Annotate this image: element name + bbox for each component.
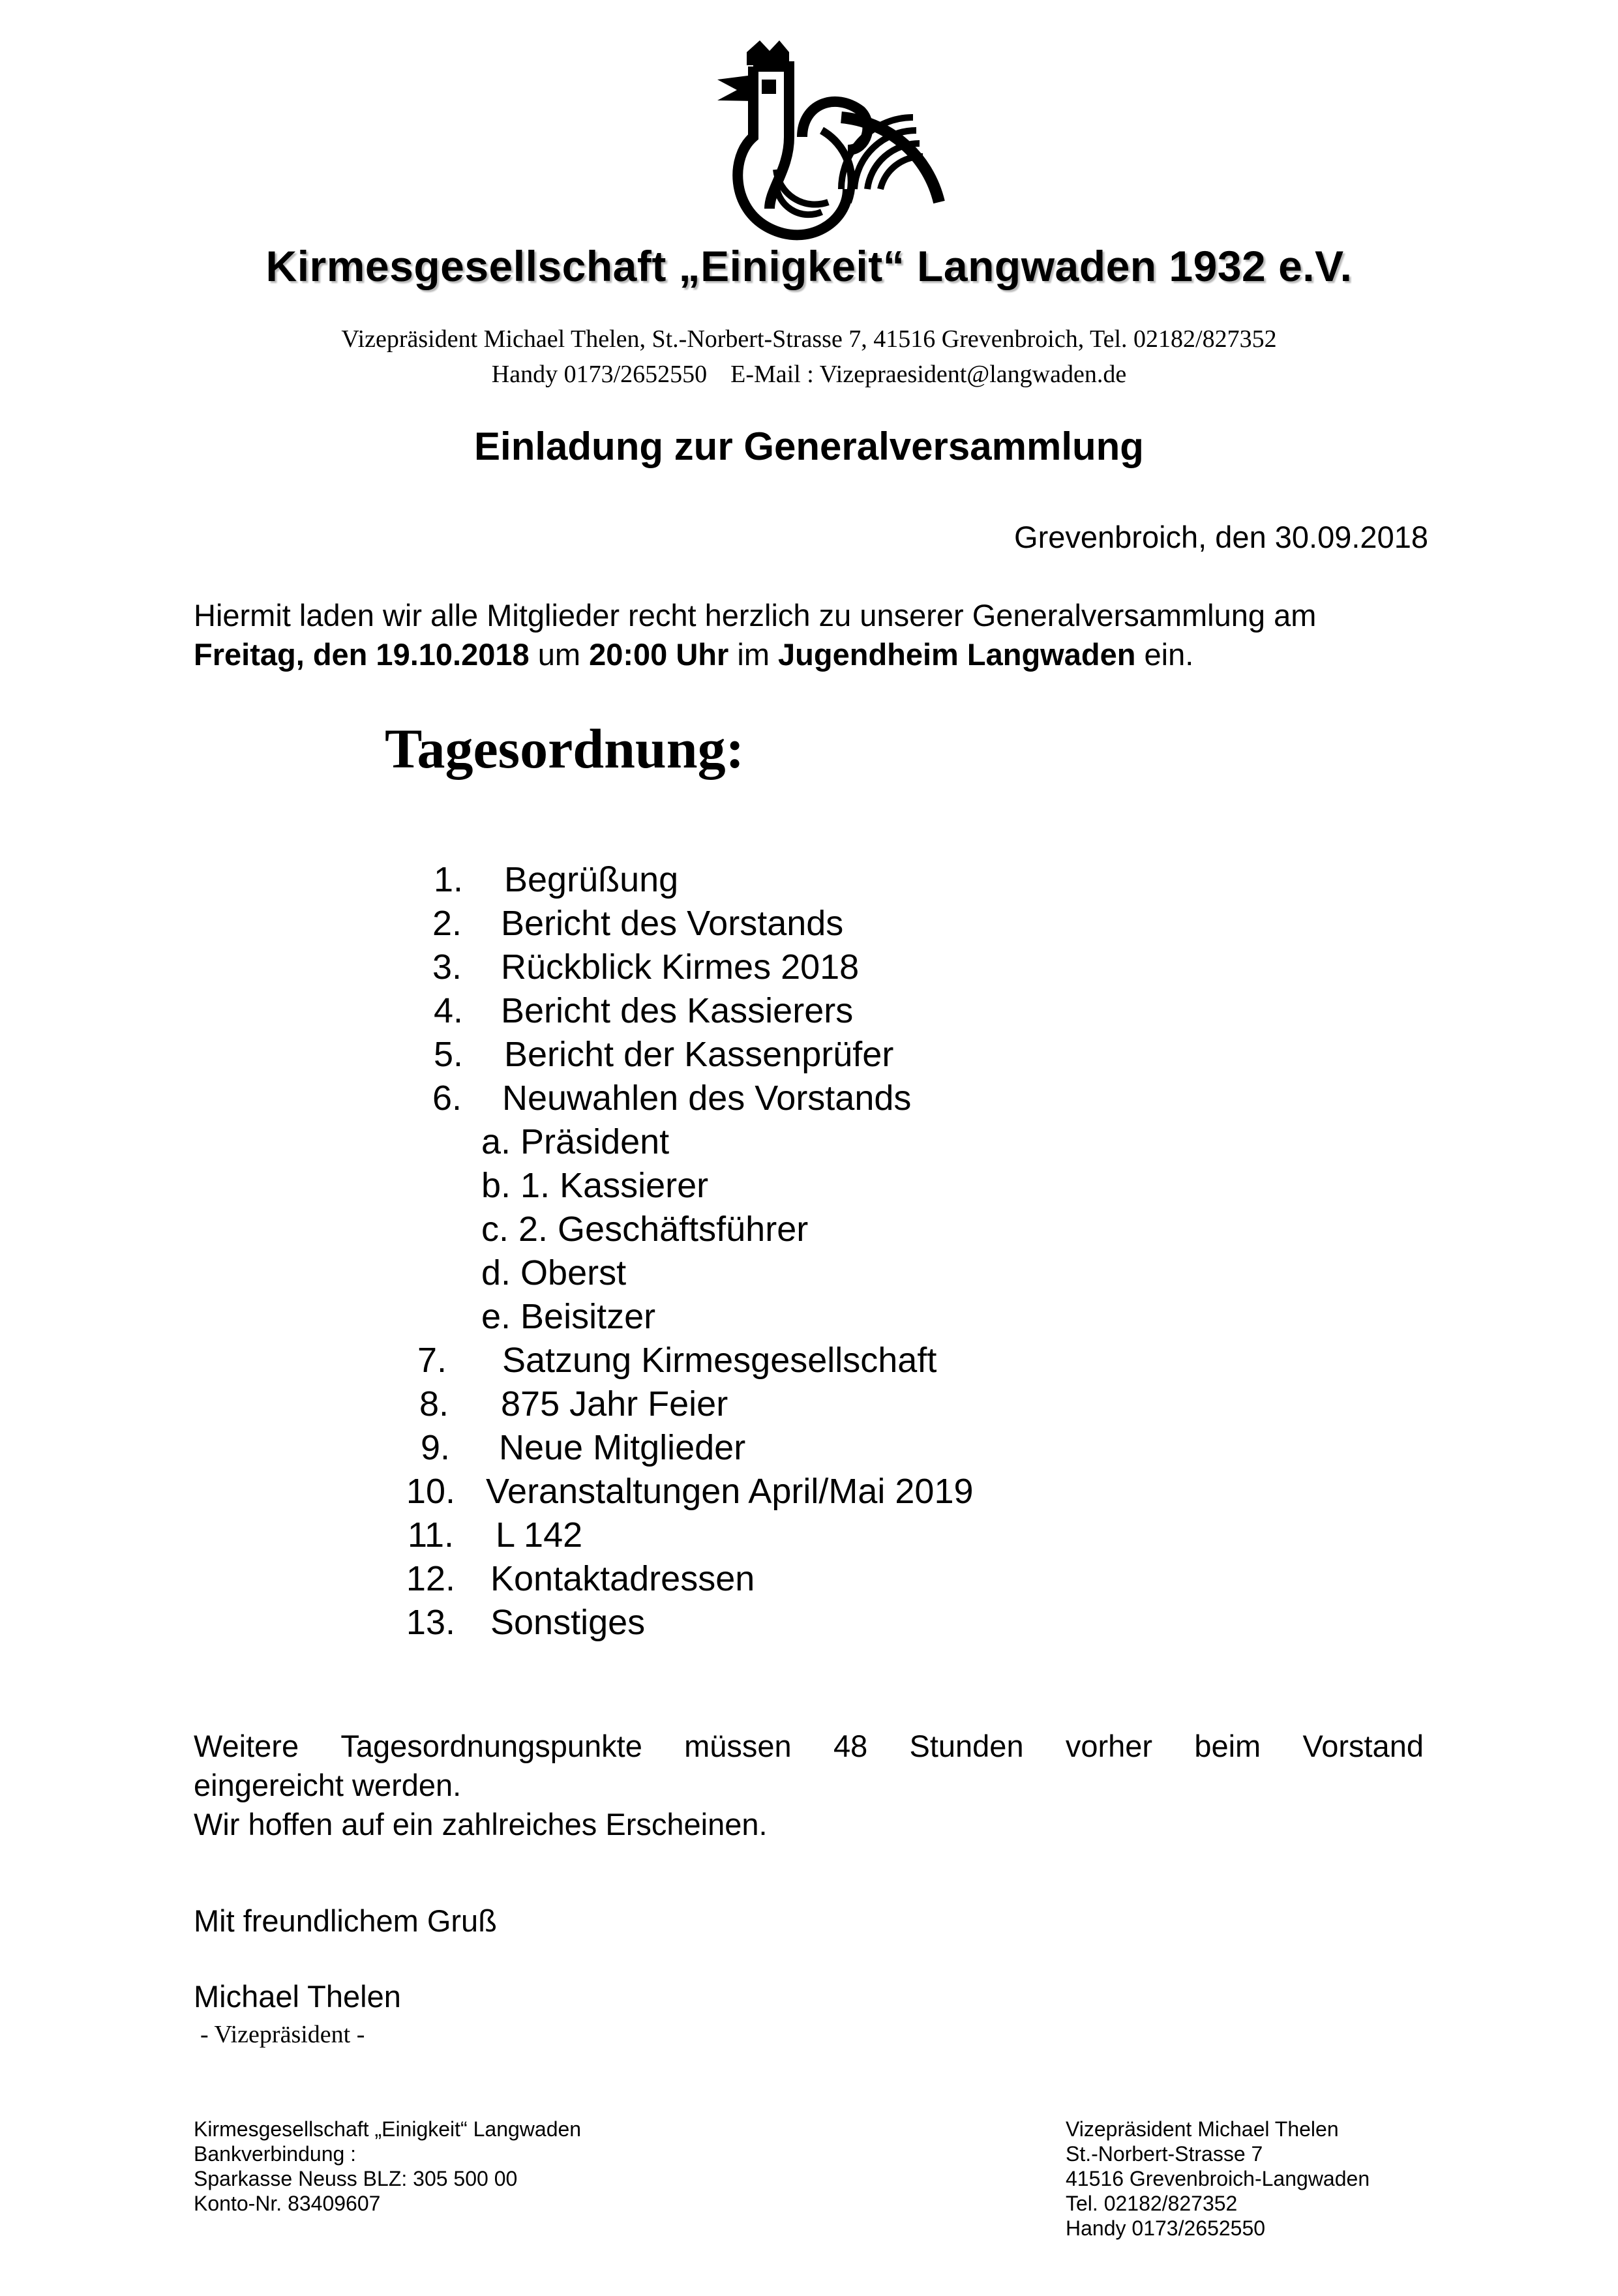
rooster-logo-icon — [691, 39, 952, 248]
agenda-item-label: Bericht des Kassierers — [501, 991, 854, 1030]
closing-word: 48 — [833, 1729, 868, 1763]
agenda-item-label: Neue Mitglieder — [499, 1428, 746, 1467]
agenda-item-number: 4. — [433, 991, 463, 1030]
agenda-item-number: 13. — [406, 1603, 455, 1642]
footer-line: Handy 0173/2652550 — [1066, 2216, 1266, 2240]
header-email: E-Mail : Vizepraesident@langwaden.de — [730, 361, 1127, 388]
footer-line: Sparkasse Neuss BLZ: 305 500 00 — [194, 2167, 518, 2190]
header-contact-line: Vizepräsident Michael Thelen, St.-Norbert-Strasse 7, 41516 Grevenbroich, Tel. 02182/827352 — [341, 325, 1277, 353]
agenda-item-number: 12. — [406, 1559, 455, 1598]
agenda-item-label: Sonstiges — [490, 1603, 646, 1642]
agenda-item-label: L 142 — [496, 1515, 583, 1555]
document-title: Einladung zur Generalversammlung — [474, 425, 1144, 468]
footer-left — [194, 2117, 581, 2216]
agenda-subitem: c. 2. Geschäftsführer — [481, 1210, 809, 1249]
intro-um: um — [529, 637, 590, 672]
closing-word: Weitere — [194, 1729, 299, 1763]
intro-im: im — [728, 637, 779, 672]
agenda-item-label: Veranstaltungen April/Mai 2019 — [486, 1472, 974, 1511]
agenda-subitem: e. Beisitzer — [481, 1297, 656, 1336]
agenda-item-label: Begrüßung — [504, 860, 679, 899]
header-mobile: Handy 0173/2652550 — [491, 361, 708, 388]
footer-line: Konto-Nr. 83409607 — [194, 2192, 381, 2215]
agenda-item-number: 8. — [419, 1384, 449, 1424]
intro-line-2 — [194, 636, 1193, 672]
agenda-item-label: Neuwahlen des Vorstands — [502, 1079, 912, 1118]
agenda-item-label: Bericht des Vorstands — [501, 904, 844, 943]
closing-line-3: Wir hoffen auf ein zahlreiches Erscheinen. — [194, 1807, 768, 1841]
footer-line: Vizepräsident Michael Thelen — [1066, 2117, 1339, 2141]
closing-line-1 — [194, 1728, 1424, 1764]
signer-name: Michael Thelen — [194, 1979, 401, 2014]
intro-line-1: Hiermit laden wir alle Mitglieder recht herzlich zu unserer Generalversammlung am — [194, 598, 1317, 633]
organization-title: Kirmesgesellschaft „Einigkeit“ Langwaden 1932 e.V. — [265, 242, 1353, 290]
agenda-title: Tagesordnung: — [385, 717, 745, 780]
closing-word: Stunden — [909, 1729, 1024, 1763]
date-line: Grevenbroich, den 30.09.2018 — [1014, 520, 1428, 554]
agenda-item-number: 3. — [432, 947, 462, 987]
agenda-item-number: 1. — [433, 860, 463, 899]
agenda-item-label: Bericht der Kassenprüfer — [504, 1035, 894, 1074]
agenda-item-label: Kontaktadressen — [490, 1559, 755, 1598]
agenda-item-number: 7. — [417, 1341, 447, 1380]
signer-role: - Vizepräsident - — [200, 2021, 365, 2048]
footer-line: Kirmesgesellschaft „Einigkeit“ Langwaden — [194, 2117, 582, 2141]
agenda-item-number: 2. — [432, 904, 462, 943]
closing-word: Tagesordnungspunkte — [340, 1729, 642, 1763]
closing-word: müssen — [684, 1729, 792, 1763]
closing-line-2: eingereicht werden. — [194, 1768, 462, 1802]
agenda-item-number: 10. — [406, 1472, 455, 1511]
greeting: Mit freundlichem Gruß — [194, 1903, 497, 1938]
intro-end: ein. — [1135, 637, 1194, 672]
closing-word: beim — [1194, 1729, 1261, 1763]
agenda-item-label: Rückblick Kirmes 2018 — [501, 947, 860, 987]
footer-line: 41516 Grevenbroich-Langwaden — [1066, 2167, 1370, 2190]
agenda-item-number: 9. — [420, 1428, 450, 1467]
agenda-item-number: 5. — [433, 1035, 463, 1074]
agenda-subitem: d. Oberst — [481, 1253, 627, 1292]
meeting-date: Freitag, den 19.10.2018 — [194, 637, 530, 672]
agenda-item-number: 11. — [407, 1515, 454, 1555]
agenda-item-label: 875 Jahr Feier — [501, 1384, 728, 1424]
agenda-item-number: 6. — [432, 1079, 462, 1118]
footer-line: Bankverbindung : — [194, 2142, 357, 2166]
agenda-subitem: b. 1. Kassierer — [481, 1166, 709, 1205]
agenda-item-label: Satzung Kirmesgesellschaft — [502, 1341, 937, 1380]
closing-word: vorher — [1065, 1729, 1153, 1763]
meeting-time: 20:00 Uhr — [589, 637, 729, 672]
footer-right — [1066, 2117, 1370, 2241]
closing-word: Vorstand — [1302, 1729, 1424, 1763]
header-contact-line-2 — [0, 360, 1618, 389]
footer-line: St.-Norbert-Strasse 7 — [1066, 2142, 1263, 2166]
agenda-subitem: a. Präsident — [481, 1122, 670, 1161]
meeting-place: Jugendheim Langwaden — [778, 637, 1136, 672]
footer-line: Tel. 02182/827352 — [1066, 2192, 1238, 2215]
